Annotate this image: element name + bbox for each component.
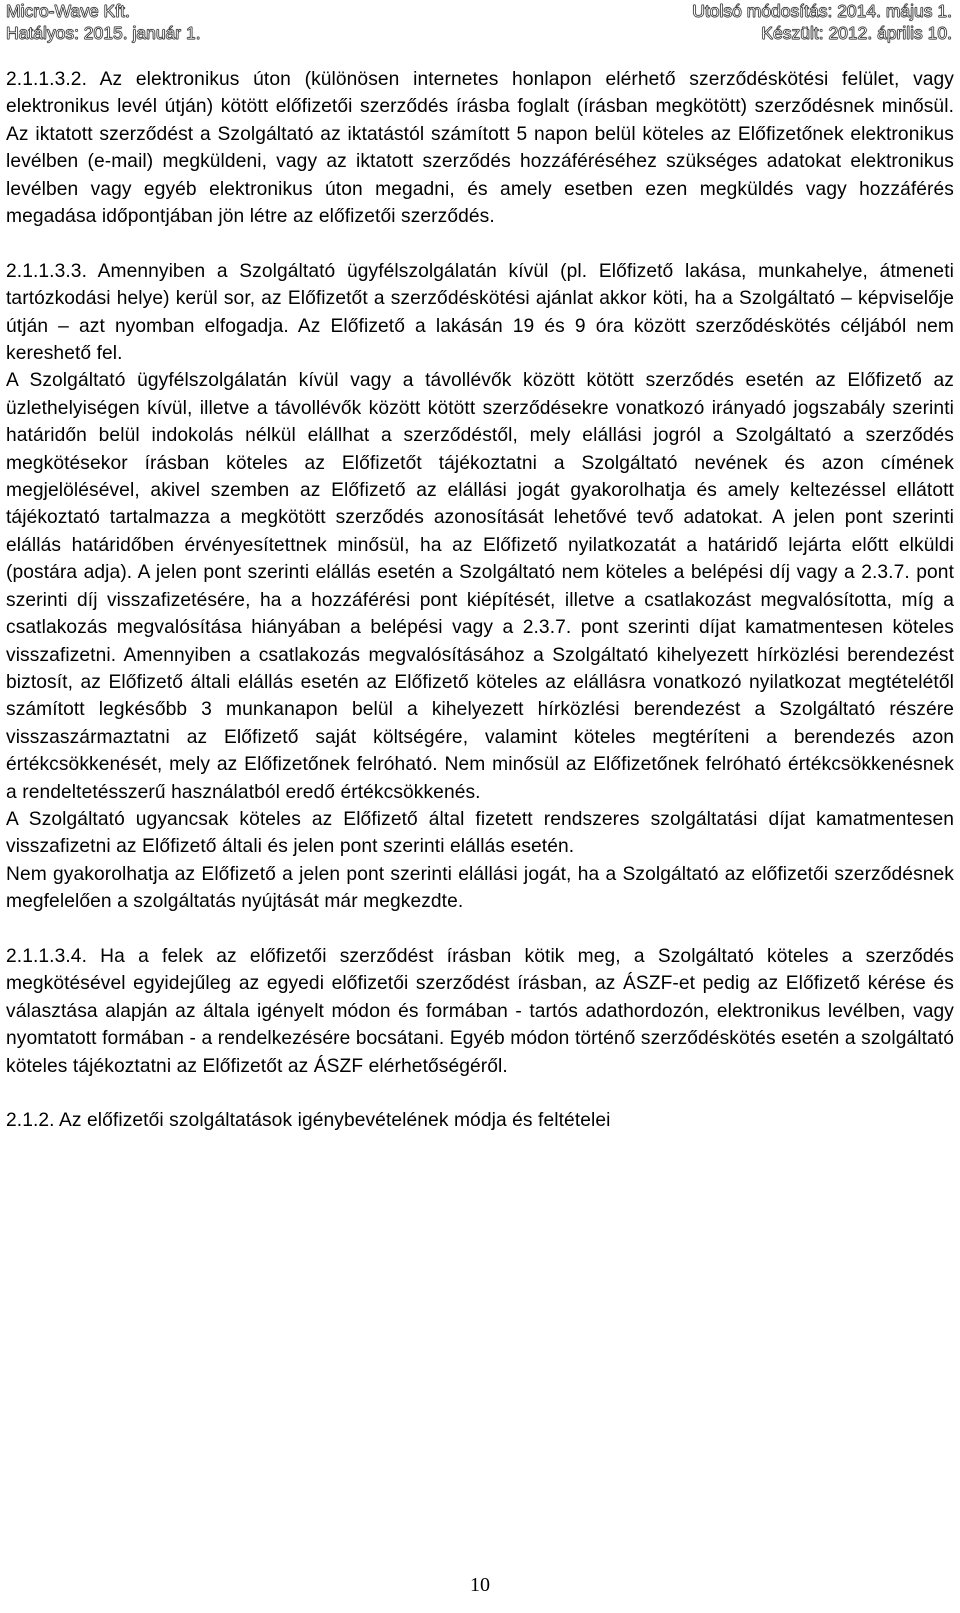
section-2-1-2-heading: 2.1.2. Az előfizetői szolgáltatások igénybevételének módja és feltételei [6, 1110, 611, 1132]
withdrawal-exception-paragraph: Nem gyakorolhatja az Előfizető a jelen pont szerinti elállási jogát, ha a Szolgáltató az előfizetői szerződésnek megfelelően a szolgáltatás nyújtását már megkezdte. [6, 863, 954, 913]
company-name: Micro-Wave Kft. [6, 1, 130, 21]
header-row-bottom [6, 22, 952, 44]
created-date: Készült: 2012. április 10. [761, 23, 952, 43]
header-row-top [6, 0, 952, 22]
withdrawal-right-paragraph: A Szolgáltató ügyfélszolgálatán kívül vagy a távollévők között kötött szerződés esetén az Előfizető az üzlethelyiségen kívül, illetve a távollévők között kötött szerződésekre vonatkozó irányadó jogszabály szerinti határidőn belül indokolás nélkül elállhat a szerződéstől, mely elállási jogról a Szolgáltató a szerződés megkötésekor írásban köteles az Előfizetőt tájékoztatni a Szolgáltató nevének és azon címének megjelölésével, akivel szemben az Előfizető az elállási jogát gyakorolhatja és amely keltezéssel ellátott tájékoztató tartalmazza a megkötött szerződés azonosítását lehetővé tevő adatokat. A jelen pont szerinti elállás határidőben érvényesítettnek minősül, ha az Előfizető nyilatkozatát a határidő lejárta előtt elküldi (postára adja). A jelen pont szerinti elállás esetén a Szolgáltató nem köteles a belépési díj vagy a 2.3.7. pont szerinti díj visszafizetésére, ha a hozzáférési pont kiépítését, illetve a csatlakozást megvalósította, míg a csatlakozás megvalósítása hiányában a belépési vagy a 2.3.7. pont szerinti díjat kamatmentesen köteles visszafizetni. Amennyiben a csatlakozás megvalósításához a Szolgáltató kihelyezett hírközlési berendezést biztosít, az Előfizető általi elállás esetén az Előfizető köteles az elállásra vonatkozó nyilatkozat megtételétől számított legkésőbb 3 munkanapon belül a kihelyezett hírközlési berendezést a Szolgáltató részére visszaszármaztatni az Előfizető saját költségére, valamint köteles megtéríteni a berendezés azon értékcsökkenését, mely az Előfizetőnek felróható. Nem minősül az Előfizetőnek felróható értékcsökkenésnek a rendeltetésszerű használatból eredő értékcsökkenés. [6, 370, 954, 803]
last-modified: Utolsó módosítás: 2014. május 1. [692, 1, 952, 21]
document-body [6, 66, 954, 1135]
page-number: 10 [470, 1574, 490, 1596]
page-header [6, 0, 952, 44]
section-2-1-1-3-3: 2.1.1.3.3. Amennyiben a Szolgáltató ügyfélszolgálatán kívül (pl. Előfizető lakása, munkahelye, átmeneti tartózkodási helye) kerül sor, az Előfizetőt a szerződéskötési ajánlat akkor köti, ha a Szolgáltató – képviselője útján – azt nyomban elfogadja. Az Előfizető a lakásán 19 és 9 óra között szerződéskötés céljából nem kereshető fel. [6, 260, 954, 365]
effective-date: Hatályos: 2015. január 1. [6, 23, 201, 43]
section-2-1-1-3-2: 2.1.1.3.2. Az elektronikus úton (különösen internetes honlapon elérhető szerződéskötési felület, vagy elektronikus levél útján) kötött előfizetői szerződés írásba foglalt (írásban megkötött) szerződésnek minősül. Az iktatott szerződést a Szolgáltató az iktatástól számított 5 napon belül köteles az Előfizetőnek elektronikus levélben (e-mail) megküldeni, vagy az iktatott szerződés hozzáféréséhez szükséges adatokat elektronikus levélben vagy egyéb elektronikus úton megadni, és amely esetben ezen megküldés vagy hozzáférés megadása időpontjában jön létre az előfizetői szerződés. [6, 69, 954, 228]
section-2-1-1-3-4: 2.1.1.3.4. Ha a felek az előfizetői szerződést írásban kötik meg, a Szolgáltató köteles a szerződés megkötésével egyidejűleg az egyedi előfizetői szerződést írásban, az ÁSZF-et pedig az Előfizető kérése és választása alapján az általa igényelt módon és formában - tartós adathordozón, elektronikus levélben, vagy nyomtatott formában - a rendelkezésére bocsátani. Egyéb módon történő szerződéskötés esetén a szolgáltató köteles tájékoztatni az Előfizetőt az ÁSZF elérhetőségéről. [6, 945, 954, 1077]
refund-paragraph: A Szolgáltató ugyancsak köteles az Előfizető által fizetett rendszeres szolgáltatási díjat kamatmentesen visszafizetni az Előfizető általi és jelen pont szerinti elállás esetén. [6, 808, 954, 858]
